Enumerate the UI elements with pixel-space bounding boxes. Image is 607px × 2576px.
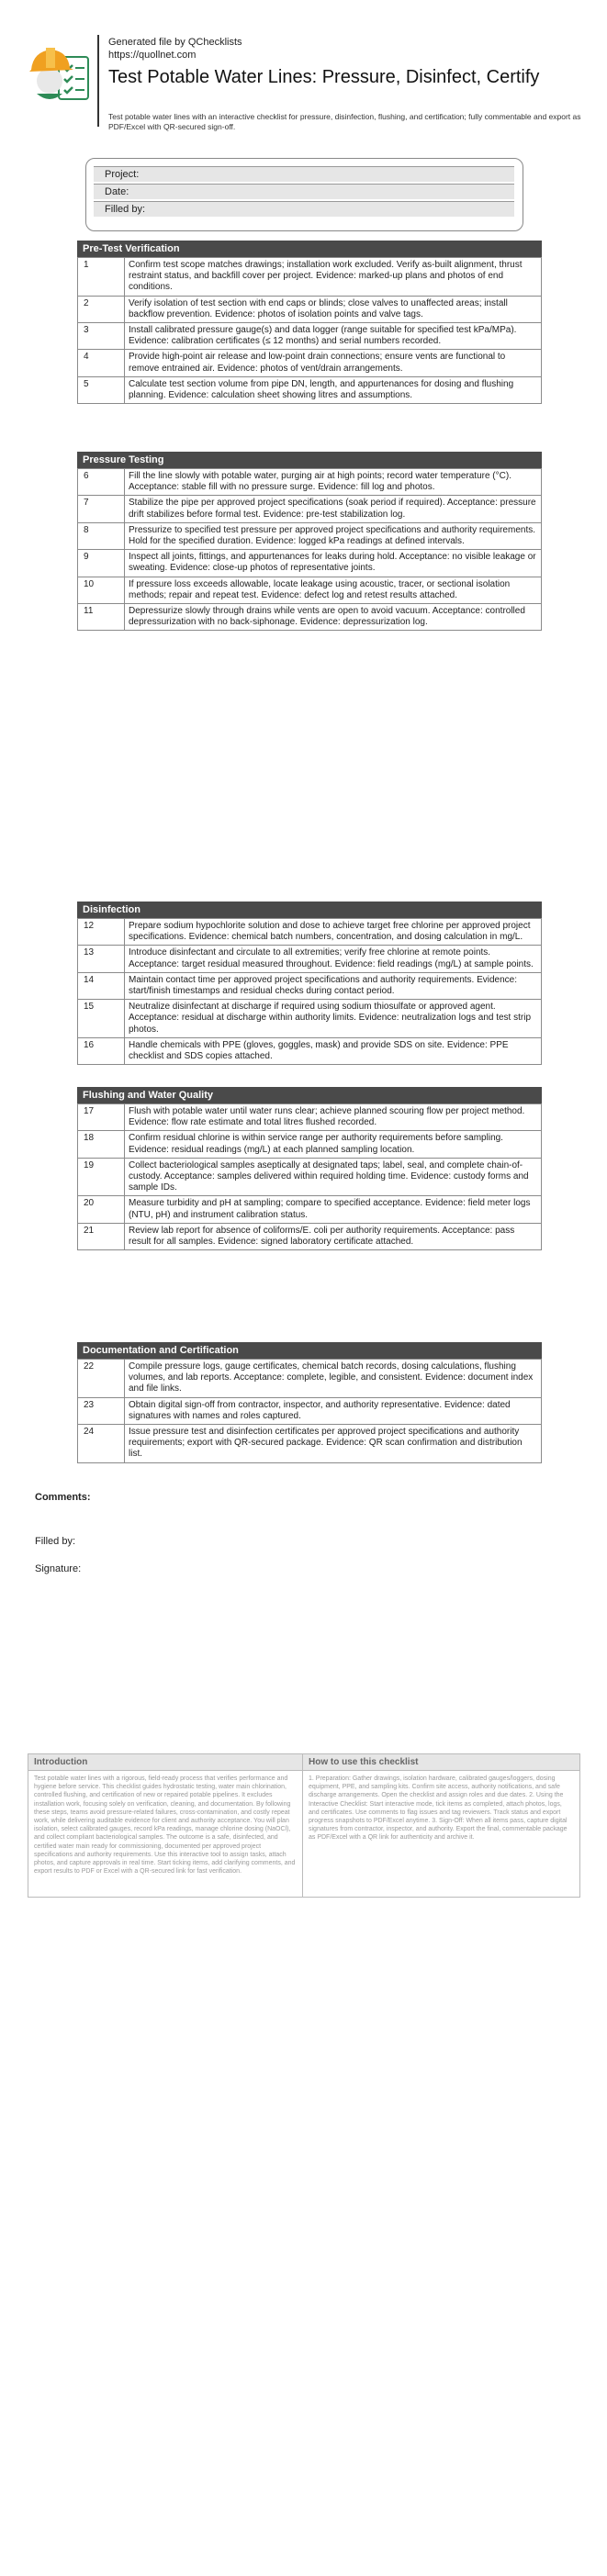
section-title: Documentation and Certification [77, 1342, 542, 1359]
checklist-item[interactable] [78, 604, 542, 631]
item-text: Handle chemicals with PPE (gloves, goggles, mask) and provide SDS on site. Evidence: PPE checklist and SDS copies attached. [125, 1037, 542, 1064]
document-header [28, 31, 579, 151]
introduction-title: Introduction [28, 1754, 302, 1771]
how-to-title: How to use this checklist [303, 1754, 579, 1771]
item-text: Calculate test section volume from pipe DN, length, and appurtenances for dosing and flushing planning. Evidence: calculation sheet showing litres and assumptions. [125, 376, 542, 403]
item-text: Measure turbidity and pH at sampling; compare to specified acceptance. Evidence: field meter logs (NTU, pH) and instrument calibration status. [125, 1196, 542, 1223]
section-documentation-certification [77, 1342, 542, 1463]
header-divider [97, 35, 99, 127]
item-number: 18 [78, 1131, 125, 1158]
checklist-item[interactable] [78, 1196, 542, 1223]
section-title: Pre-Test Verification [77, 241, 542, 257]
item-text: Stabilize the pipe per approved project specifications (soak period if required). Acceptance: pressure drift stabilizes before formal test. Evidence: pre-test stabilization log. [125, 496, 542, 522]
source-url[interactable]: https://quollnet.com [108, 50, 197, 61]
section-title: Disinfection [77, 902, 542, 918]
item-text: Depressurize slowly through drains while vents are open to avoid vacuum. Acceptance: controlled depressurization with no back-siphonage. Evidence: depressurization log. [125, 604, 542, 631]
checklist-item[interactable] [78, 350, 542, 376]
generated-by-text: Generated file by QChecklists [108, 37, 242, 48]
item-text: Confirm test scope matches drawings; installation work excluded. Verify as-built alignment, thrust restraint status, and backfill cover per project. Evidence: marked-up plans and photos of end conditions. [125, 258, 542, 297]
section-flushing-water-quality [77, 1087, 542, 1250]
project-field[interactable]: Project: [94, 166, 514, 182]
comments-label: Comments: [35, 1492, 91, 1503]
item-number: 12 [78, 919, 125, 946]
date-field[interactable]: Date: [94, 184, 514, 199]
section-title: Flushing and Water Quality [77, 1087, 542, 1103]
item-number: 3 [78, 323, 125, 350]
item-number: 1 [78, 258, 125, 297]
page-subtitle: Test potable water lines with an interactive checklist for pressure, disinfection, flushing, and certification; fully commentable and export as PDF/Excel with QR-secured sign-off. [108, 112, 581, 131]
checklist-item[interactable] [78, 1360, 542, 1398]
filled-by-label: Filled by: [35, 1536, 76, 1547]
checklist-item[interactable] [78, 946, 542, 972]
item-text: Verify isolation of test section with end caps or blinds; close valves to unaffected areas; install backflow prevention. Evidence: photos of isolation points and valve tags. [125, 296, 542, 322]
item-number: 23 [78, 1397, 125, 1424]
item-number: 7 [78, 496, 125, 522]
checklist-item[interactable] [78, 296, 542, 322]
item-number: 5 [78, 376, 125, 403]
item-number: 24 [78, 1425, 125, 1463]
item-text: Prepare sodium hypochlorite solution and dose to achieve target free chlorine per approved project specifications. Evidence: chemical batch numbers, concentration, and dosing calculation in mg/L. [125, 919, 542, 946]
page-title: Test Potable Water Lines: Pressure, Disinfect, Certify [108, 67, 540, 87]
item-number: 11 [78, 604, 125, 631]
filled-by-field[interactable]: Filled by: [94, 201, 514, 217]
introduction-text: Test potable water lines with a rigorous, field-ready process that verifies performance and hygiene before service. This checklist guides hydrostatic testing, water main chlorination, controlled flushing, and certification of new or repaired potable pipelines. It excludes installation work, focusing solely on verification, cleaning, and documentation. By following these steps, teams avoid pressure-related failures, cross-contamination, and costly repeat work, while delivering auditable evidence for client and authority acceptance. You will plan isolation, select calibrated gauges, record kPa readings, manage chlorine dosing (NaOCl), and collect compliant bacteriological samples. The outcome is a safe, disinfected, and certified water main ready for commissioning, documented per approved project specifications and authority requirements. Use this interactive tool to assign tasks, attach photos, and capture approvals in real time. Start ticking items, add clarifying comments, and export results to PDF or Excel with a QR-secured link for fast verification. [34, 1775, 296, 1876]
checklist-item[interactable] [78, 258, 542, 297]
checklist-item[interactable] [78, 1223, 542, 1249]
item-text: Obtain digital sign-off from contractor, inspector, and authority representative. Evidence: dated signatures with names and roles captured. [125, 1397, 542, 1424]
checklist-item[interactable] [78, 919, 542, 946]
checklist-item[interactable] [78, 550, 542, 577]
item-text: Provide high-point air release and low-point drain connections; ensure vents are functional to remove entrained air. Evidence: photos of vent/drain arrangements. [125, 350, 542, 376]
checklist-item[interactable] [78, 1037, 542, 1064]
project-info-box [85, 158, 523, 231]
how-to-text: 1. Preparation: Gather drawings, isolation hardware, calibrated gauges/loggers, dosing equipment, PPE, and sampling kits. Confirm site access, authority notifications, and safe discharge arrangements. Open the checklist and assign roles and due dates. 2. Using the Interactive Checklist: Start interactive mode, tick items as completed, attach photos, logs, and certificates. Use comments to flag issues and tag reviewers. Track status and export progress snapshots to PDF/Excel anytime. 3. Sign-Off: When all items pass, capture digital signatures from contractor, inspector, and authority. Export the final, commentable package as PDF/Excel with a QR link for authenticity and archive it. [309, 1775, 568, 1842]
item-text: Inspect all joints, fittings, and appurtenances for leaks during hold. Acceptance: no visible leakage or sweating. Evidence: close-up photos of representative joints. [125, 550, 542, 577]
item-number: 4 [78, 350, 125, 376]
item-number: 17 [78, 1104, 125, 1131]
qchecklists-logo-icon [28, 40, 96, 105]
checklist-item[interactable] [78, 1131, 542, 1158]
checklist-item[interactable] [78, 376, 542, 403]
checklist-item[interactable] [78, 1158, 542, 1196]
checklist-item[interactable] [78, 496, 542, 522]
item-number: 16 [78, 1037, 125, 1064]
item-number: 21 [78, 1223, 125, 1249]
item-number: 20 [78, 1196, 125, 1223]
item-number: 13 [78, 946, 125, 972]
checklist-item[interactable] [78, 522, 542, 549]
section-disinfection [77, 902, 542, 1065]
section-pressure-testing [77, 452, 542, 631]
signature-label: Signature: [35, 1563, 82, 1574]
section-pre-test-verification [77, 241, 542, 404]
item-text: Fill the line slowly with potable water, purging air at high points; record water temperature (°C). Acceptance: stable fill with no pressure surge. Evidence: fill log and photos. [125, 469, 542, 496]
checklist-item[interactable] [78, 1425, 542, 1463]
checklist-item[interactable] [78, 577, 542, 603]
item-text: Confirm residual chlorine is within service range per authority requirements before sampling. Evidence: residual readings (mg/L) at each planned sampling location. [125, 1131, 542, 1158]
item-number: 6 [78, 469, 125, 496]
item-text: Maintain contact time per approved project specifications and authority requirements. Evidence: start/finish timestamps and residual checks during contact period. [125, 972, 542, 999]
item-number: 15 [78, 1000, 125, 1038]
item-number: 9 [78, 550, 125, 577]
checklist-item[interactable] [78, 1397, 542, 1424]
item-number: 8 [78, 522, 125, 549]
checklist-item[interactable] [78, 1000, 542, 1038]
checklist-item[interactable] [78, 972, 542, 999]
item-text: Compile pressure logs, gauge certificates, chemical batch records, dosing calculations, flushing volumes, and lab reports. Acceptance: complete, legible, and consistent. Evidence: document index and file links. [125, 1360, 542, 1398]
item-number: 14 [78, 972, 125, 999]
item-text: Install calibrated pressure gauge(s) and data logger (range suitable for specified test kPa/MPa). Evidence: calibration certificates (≤ 12 months) and serial numbers recorded. [125, 323, 542, 350]
checklist-item[interactable] [78, 1104, 542, 1131]
item-number: 10 [78, 577, 125, 603]
section-title: Pressure Testing [77, 452, 542, 468]
item-text: Neutralize disinfectant at discharge if required using sodium thiosulfate or approved agent. Acceptance: residual at discharge within authority limits. Evidence: neutralization logs and test strip photos. [125, 1000, 542, 1038]
item-text: Review lab report for absence of coliforms/E. coli per authority requirements. Acceptance: pass result for all samples. Evidence: signed laboratory certificate attached. [125, 1223, 542, 1249]
checklist-item[interactable] [78, 469, 542, 496]
item-text: Issue pressure test and disinfection certificates per approved project specifications and authority requirements; export with QR-secured package. Evidence: QR scan confirmation and distribution list. [125, 1425, 542, 1463]
item-text: If pressure loss exceeds allowable, locate leakage using acoustic, tracer, or sectional isolation methods; repair and repeat test. Evidence: defect log and retest results attached. [125, 577, 542, 603]
info-panel [28, 1753, 580, 1898]
item-text: Pressurize to specified test pressure per approved project specifications and authority requirements. Hold for the specified duration. Evidence: logged kPa readings at defined intervals. [125, 522, 542, 549]
item-number: 22 [78, 1360, 125, 1398]
item-text: Flush with potable water until water runs clear; achieve planned scouring flow per project method. Evidence: flow rate estimate and total litres flushed recorded. [125, 1104, 542, 1131]
item-number: 19 [78, 1158, 125, 1196]
item-text: Collect bacteriological samples aseptically at designated taps; label, seal, and complete chain-of-custody. Acceptance: samples delivered within required holding time. Evidence: custody forms and sample IDs. [125, 1158, 542, 1196]
how-to-panel [303, 1754, 579, 1897]
item-number: 2 [78, 296, 125, 322]
introduction-panel [28, 1754, 303, 1897]
item-text: Introduce disinfectant and circulate to all extremities; verify free chlorine at remote points. Acceptance: target residual measured throughout. Evidence: field readings (mg/L) at sample points. [125, 946, 542, 972]
checklist-item[interactable] [78, 323, 542, 350]
